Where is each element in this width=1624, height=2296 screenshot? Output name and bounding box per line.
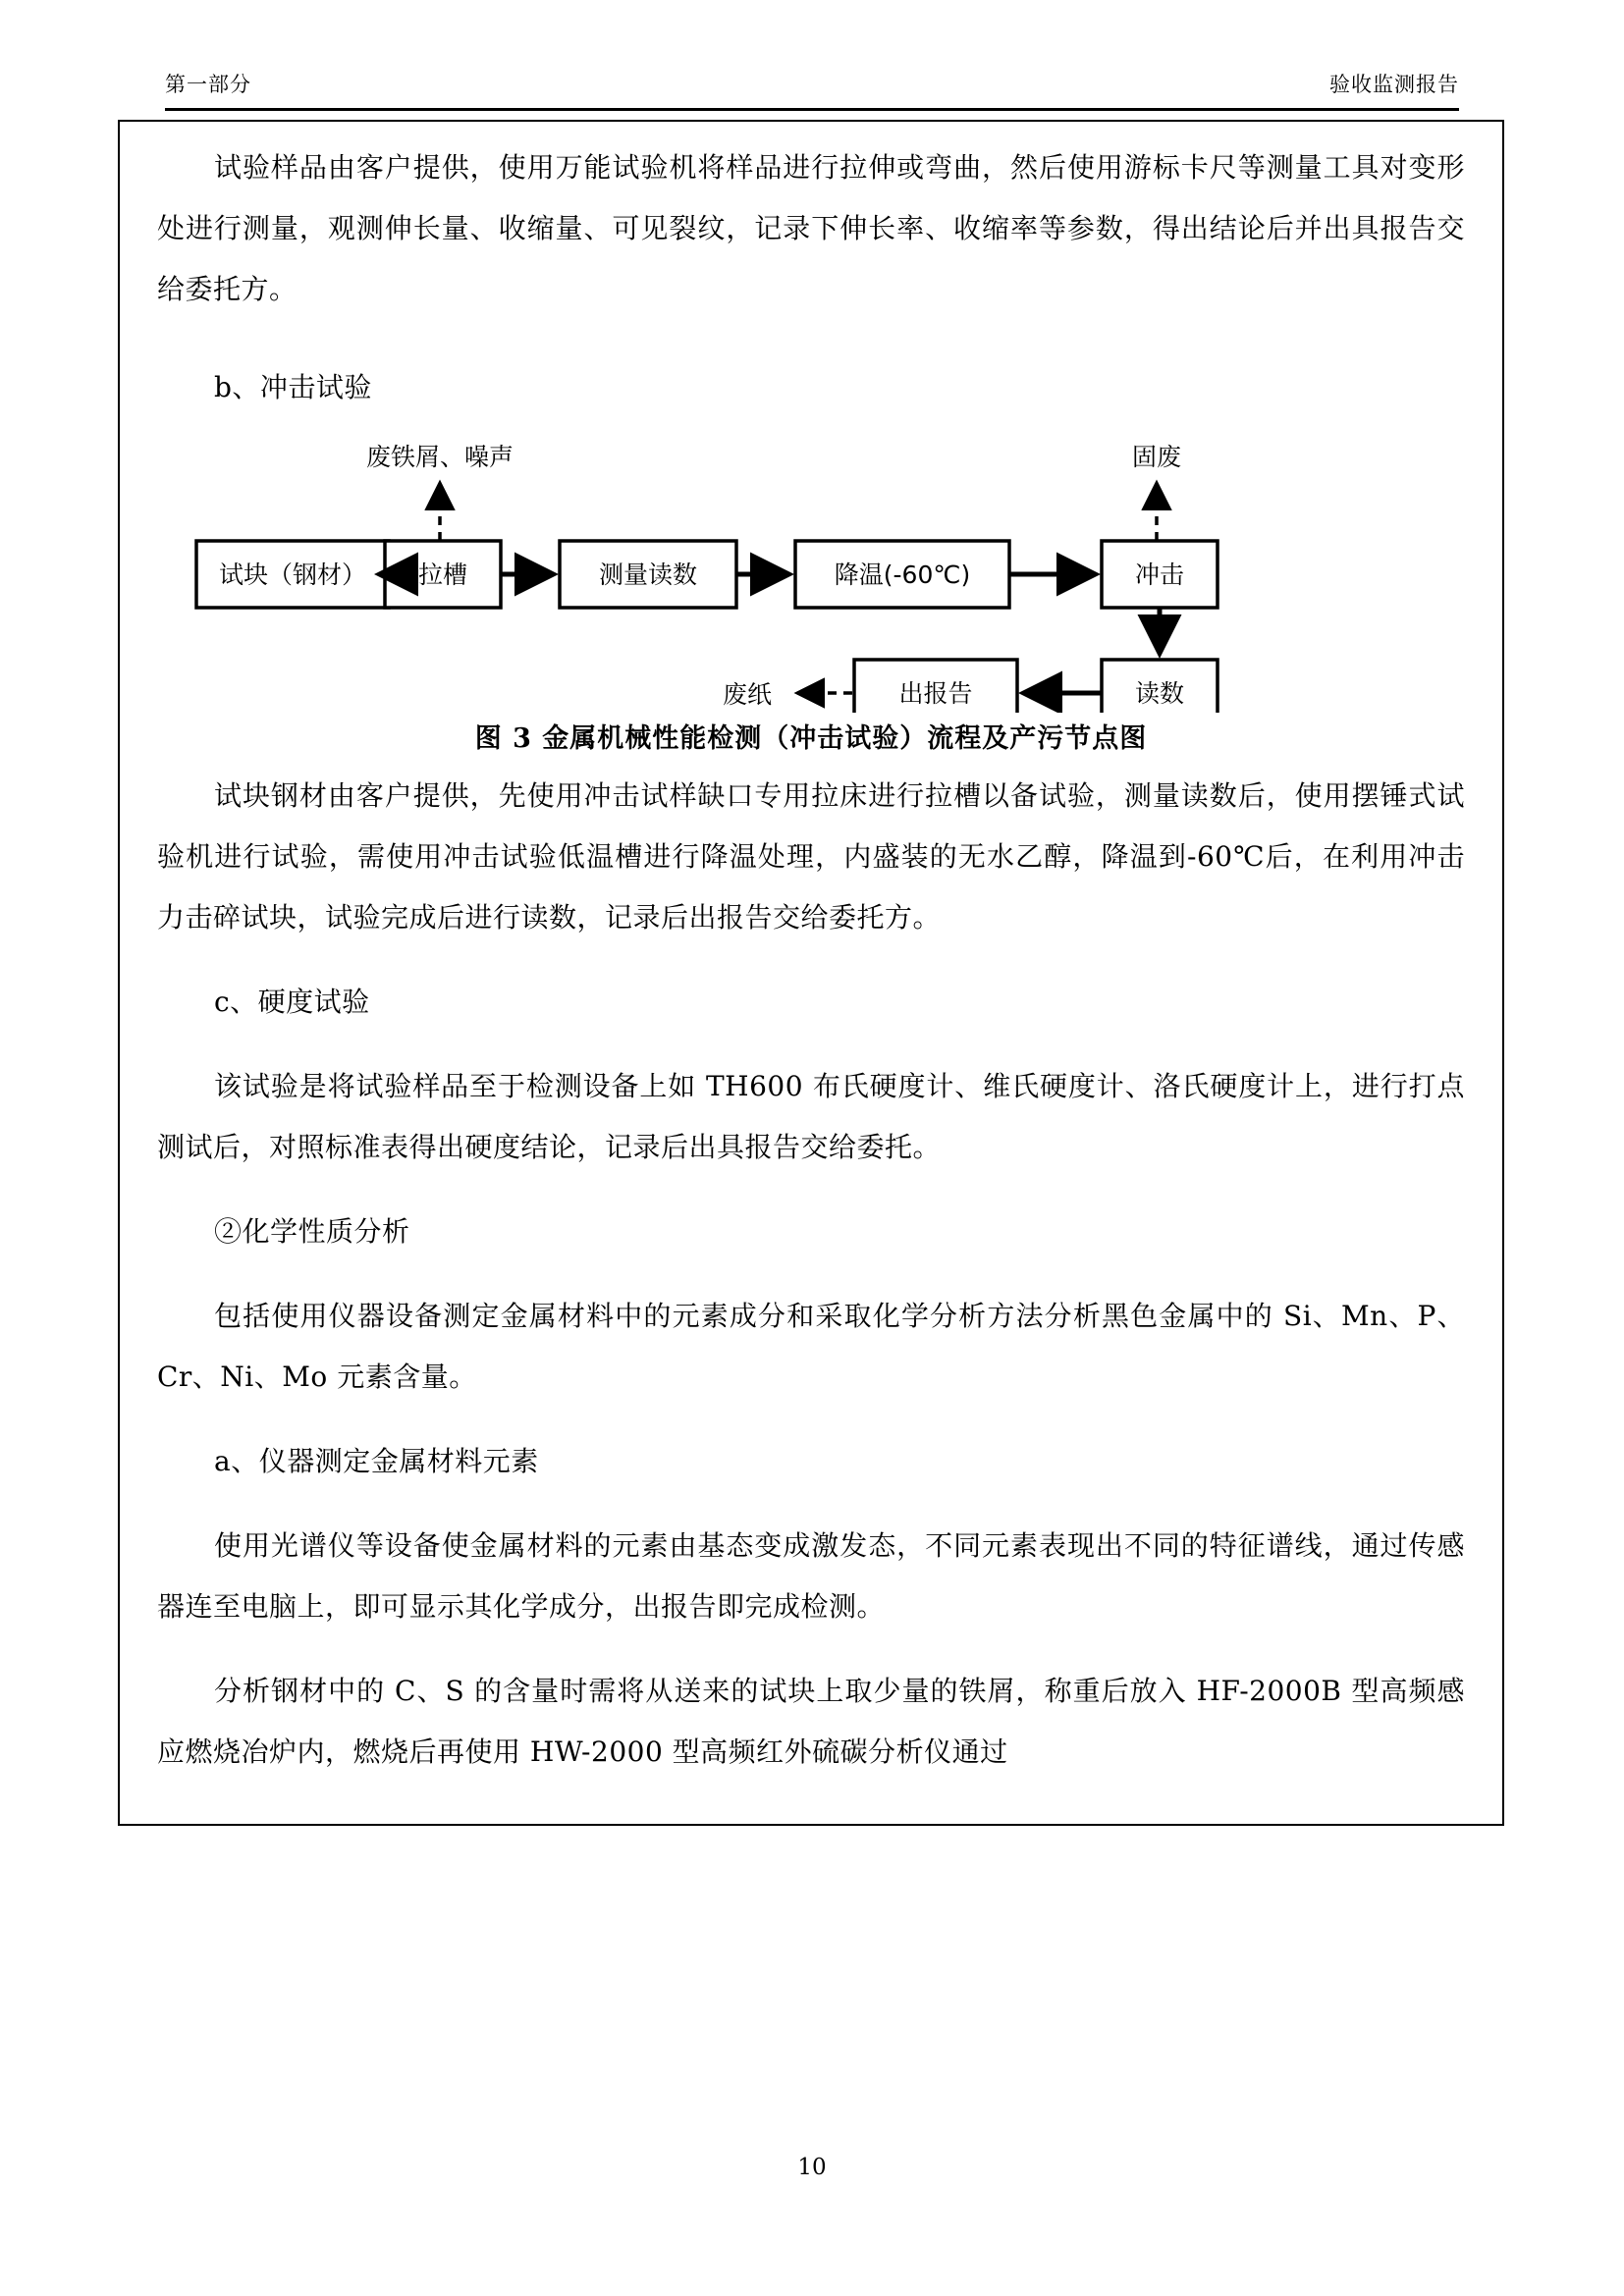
paragraph-spectrometer-detail: 使用光谱仪等设备使金属材料的元素由基态变成激发态，不同元素表现出不同的特征谱线，通过传感器连至电脑上，即可显示其化学成分，出报告即完成检测。 [157, 1529, 1465, 1623]
spacer [157, 320, 1465, 357]
header-left-text: 第一部分 [165, 73, 251, 96]
running-header [165, 69, 1459, 98]
spacer [157, 1492, 1465, 1516]
spacer [157, 1178, 1465, 1201]
heading-impact-test: b、冲击试验 [214, 371, 372, 403]
spacer [157, 1262, 1465, 1286]
flow-node-label-1: 试块（钢材） [218, 561, 367, 589]
heading-chemical-analysis: ②化学性质分析 [214, 1215, 410, 1248]
flow-node-label-5: 冲击 [1134, 561, 1185, 589]
document-body [157, 137, 1465, 1783]
figure-impact-test-flowchart [157, 418, 1465, 713]
flow-node-label-7: 出报告 [898, 679, 973, 708]
paragraph-tensile-test: 试验样品由客户提供，使用万能试验机将样品进行拉伸或弯曲，然后使用游标卡尺等测量工具对变形处进行测量，观测伸长量、收缩量、可见裂纹，记录下伸长率、收缩率等参数，得出结论后并出具报告交给委托方。 [157, 151, 1465, 305]
header-divider [165, 108, 1459, 111]
pollutant-label-top-right: 固废 [1131, 443, 1182, 471]
pollutant-label-top-left: 废铁屑、噪声 [365, 443, 514, 471]
pollutant-label-bottom-left: 废纸 [722, 680, 772, 709]
spacer [157, 948, 1465, 972]
paragraph-hardness-test-detail: 该试验是将试验样品至于检测设备上如 TH600 布氏硬度计、维氏硬度计、洛氏硬度计上，进行打点测试后，对照标准表得出硬度结论，记录后出具报告交给委托。 [157, 1070, 1465, 1163]
paragraph-carbon-sulfur-analysis: 分析钢材中的 C、S 的含量时需将从送来的试块上取少量的铁屑，称重后放入 HF-2000B 型高频感应燃烧冶炉内，燃烧后再使用 HW-2000 型高频红外硫碳分析仪通过 [157, 1675, 1465, 1768]
figure-caption: 图 3 金属机械性能检测（冲击试验）流程及产污节点图 [474, 723, 1148, 754]
flow-node-label-4: 降温(-60℃) [834, 561, 971, 589]
heading-instrument-element-measurement: a、仪器测定金属材料元素 [214, 1445, 539, 1477]
paragraph-impact-test-detail: 试块钢材由客户提供，先使用冲击试样缺口专用拉床进行拉槽以备试验，测量读数后，使用摆锤式试验机进行试验，需使用冲击试验低温槽进行降温处理，内盛装的无水乙醇，降温到-60℃后，在利用冲击力击碎试块，试验完成后进行读数，记录后出报告交给委托方。 [157, 779, 1465, 934]
flow-node-label-6: 读数 [1134, 679, 1185, 708]
heading-hardness-test: c、硬度试验 [214, 986, 370, 1018]
flow-node-label-2: 拉槽 [417, 561, 468, 589]
header-right-text: 验收监测报告 [1329, 73, 1459, 96]
spacer [157, 1033, 1465, 1056]
spacer [157, 1637, 1465, 1661]
paragraph-chemical-analysis-scope: 包括使用仪器设备测定金属材料中的元素成分和采取化学分析方法分析黑色金属中的 Si、Mn、P、Cr、Ni、Mo 元素含量。 [157, 1300, 1465, 1393]
spacer [157, 1408, 1465, 1431]
flow-node-label-3: 测量读数 [598, 561, 698, 589]
page-number: 10 [797, 2155, 827, 2180]
